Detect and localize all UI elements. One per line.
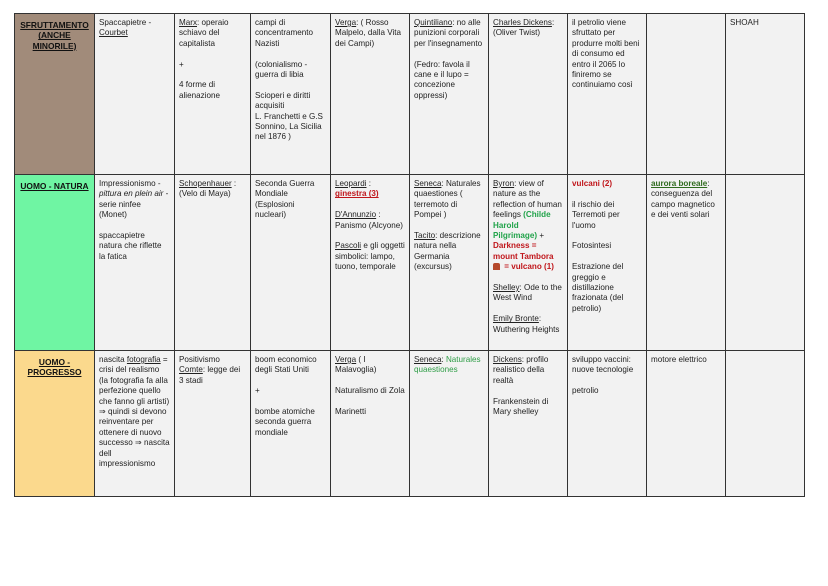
table-row-sfruttamento [15,14,805,175]
volcano-icon [493,263,500,270]
cell[interactable]: Spaccapietre - Courbet [95,14,175,175]
cell[interactable]: Marx: operaio schiavo del capitalista + 4 forme di alienazione [175,14,251,175]
cell[interactable]: aurora boreale: conseguenza del campo magnetico e dei venti solari [647,175,726,351]
row-header-sfruttamento[interactable]: SFRUTTAMENTO (ANCHE MINORILE) [15,14,95,175]
cell[interactable]: Verga ( I Malavoglia) Naturalismo di Zola Marinetti [331,351,410,497]
row-header-uomo-progresso[interactable]: UOMO - PROGRESSO [15,351,95,497]
cell[interactable]: Positivismo Comte: legge dei 3 stadi [175,351,251,497]
cell[interactable]: Dickens: profilo realistico della realtà Frankenstein di Mary shelley [489,351,568,497]
cell[interactable]: Impressionismo - pittura en plein air - serie ninfee (Monet) spaccapietre natura che riflette la fatica [95,175,175,351]
table-row-uomo-natura [15,175,805,351]
cell[interactable]: Leopardi : ginestra (3) D'Annunzio : Panismo (Alcyone) Pascoli e gli oggetti simbolici: lampo, tuono, temporale [331,175,410,351]
concept-table [14,13,805,497]
cell[interactable]: Quintiliano: no alle punizioni corporali per l'insegnamento (Fedro: favola il cane e il lupo = concezione oppressi) [410,14,489,175]
cell[interactable]: il petrolio viene sfruttato per produrre molti beni di consumo ed entro il 2065 lo finiremo se continuiamo così [568,14,647,175]
cell[interactable]: Seneca: Naturales quaestiones ( terremoto di Pompei ) Tacito: descrizione natura nella Germania (excursus) [410,175,489,351]
cell[interactable] [726,351,805,497]
cell[interactable]: Schopenhauer : (Velo di Maya) [175,175,251,351]
cell[interactable]: Byron: view of nature as the reflection of human feelings (Childe Harold Pilgrimage) + Darkness = mount Tambora = vulcano (1) Shelley: Ode to the West Wind Emily Bronte: Wuthering Heights [489,175,568,351]
cell[interactable]: campi di concentramento Nazisti (colonialismo - guerra di libia Scioperi e diritti acquisiti L. Franchetti e G.S Sonnino, La Sicilia nel 1876 ) [251,14,331,175]
table-row-uomo-progresso [15,351,805,497]
cell[interactable]: nascita fotografia = crisi del realismo (la fotografia fa alla perfezione quello che fanno gli artisti) ⇒ quindi si devono reinventare per ottenere di nuovo successo ⇒ nascita dell impressionismo [95,351,175,497]
cell[interactable]: motore elettrico [647,351,726,497]
cell[interactable]: Charles Dickens: (Oliver Twist) [489,14,568,175]
cell[interactable]: vulcani (2) il rischio dei Terremoti per l'uomo Fotosintesi Estrazione del greggio e distillazione frazionata (del petrolio) [568,175,647,351]
cell[interactable]: Seconda Guerra Mondiale (Esplosioni nucleari) [251,175,331,351]
row-header-uomo-natura[interactable]: UOMO - NATURA [15,175,95,351]
cell[interactable]: Verga: ( Rosso Malpelo, dalla Vita dei Campi) [331,14,410,175]
cell[interactable] [647,14,726,175]
cell[interactable]: boom economico degli Stati Uniti + bombe atomiche seconda guerra mondiale [251,351,331,497]
cell[interactable] [726,175,805,351]
cell[interactable]: Seneca: Naturales quaestiones [410,351,489,497]
cell[interactable]: SHOAH [726,14,805,175]
cell[interactable]: sviluppo vaccini: nuove tecnologie petrolio [568,351,647,497]
